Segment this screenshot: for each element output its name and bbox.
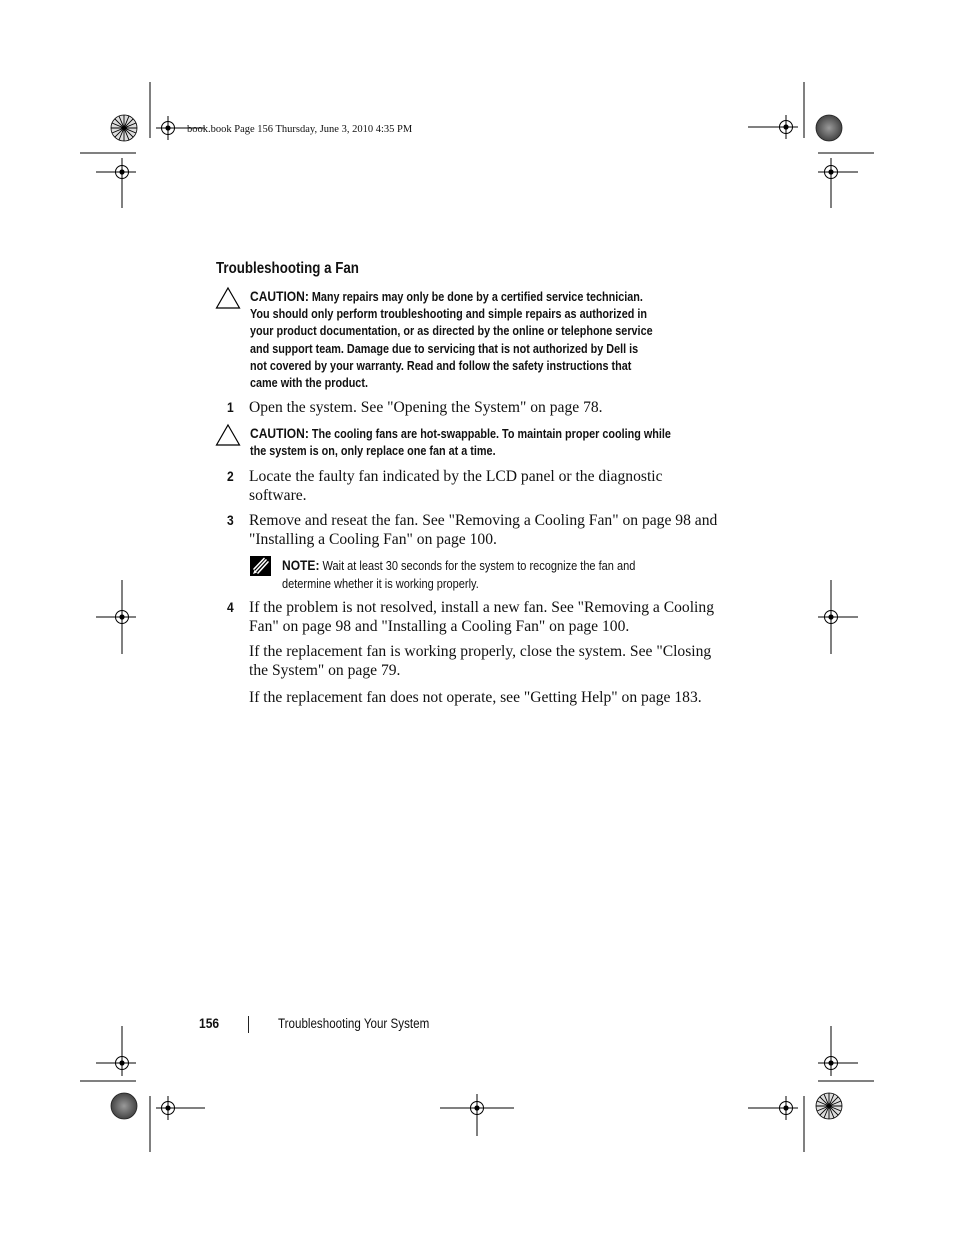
step-number: 4 [227, 599, 234, 615]
page-number: 156 [199, 1015, 220, 1031]
step-text: Remove and reseat the fan. See "Removing a Cooling Fan" on page 98 and "Installing a Cooling Fan" on page 100. [249, 512, 718, 548]
print-info-header: book.book Page 156 Thursday, June 3, 2010 4:35 PM [187, 124, 413, 135]
caution-line: came with the product. [250, 376, 368, 391]
footer-separator [248, 1016, 249, 1033]
caution-block-1 [250, 288, 718, 392]
caution-line: Many repairs may only be done by a certified service technician. [311, 290, 643, 304]
step-text: Open the system. See "Opening the System" on page 78. [249, 399, 603, 416]
step-number: 1 [227, 399, 234, 415]
caution-block-2 [250, 425, 739, 460]
caution-line: your product documentation, or as directed by the online or telephone service [250, 324, 653, 339]
chapter-title: Troubleshooting Your System [278, 1016, 430, 1031]
caution-line: the system is on, only replace one fan at a time. [250, 444, 496, 459]
step-number: 3 [227, 512, 234, 528]
caution-line: and support team. Damage due to servicing that is not authorized by Dell is [250, 341, 639, 356]
note-block [282, 556, 693, 593]
note-label: NOTE: [282, 557, 320, 573]
caution-label: CAUTION: [250, 288, 309, 304]
note-pencil-icon [250, 556, 271, 576]
caution-line: not covered by your warranty. Read and follow the safety instructions that [250, 358, 632, 373]
paragraph: If the replacement fan does not operate, see "Getting Help" on page 183. [249, 689, 702, 706]
paragraph: If the replacement fan is working properly, close the system. See "Closing the System" on page 79. [249, 643, 712, 679]
note-line: Wait at least 30 seconds for the system to recognize the fan and [322, 558, 636, 573]
step-text: If the problem is not resolved, install a new fan. See "Removing a Cooling Fan" on page 98 and "Installing a Cooling Fan" on page 100. [249, 599, 714, 635]
caution-line: The cooling fans are hot-swappable. To maintain proper cooling while [311, 427, 671, 441]
section-title: Troubleshooting a Fan [216, 260, 359, 277]
caution-line: You should only perform troubleshooting and simple repairs as authorized in [250, 307, 647, 322]
step-number: 2 [227, 468, 234, 484]
caution-icon [215, 423, 241, 447]
note-line: determine whether it is working properly. [282, 576, 479, 591]
caution-label: CAUTION: [250, 425, 309, 441]
caution-icon [215, 286, 241, 310]
step-text: Locate the faulty fan indicated by the LCD panel or the diagnostic software. [249, 468, 663, 504]
